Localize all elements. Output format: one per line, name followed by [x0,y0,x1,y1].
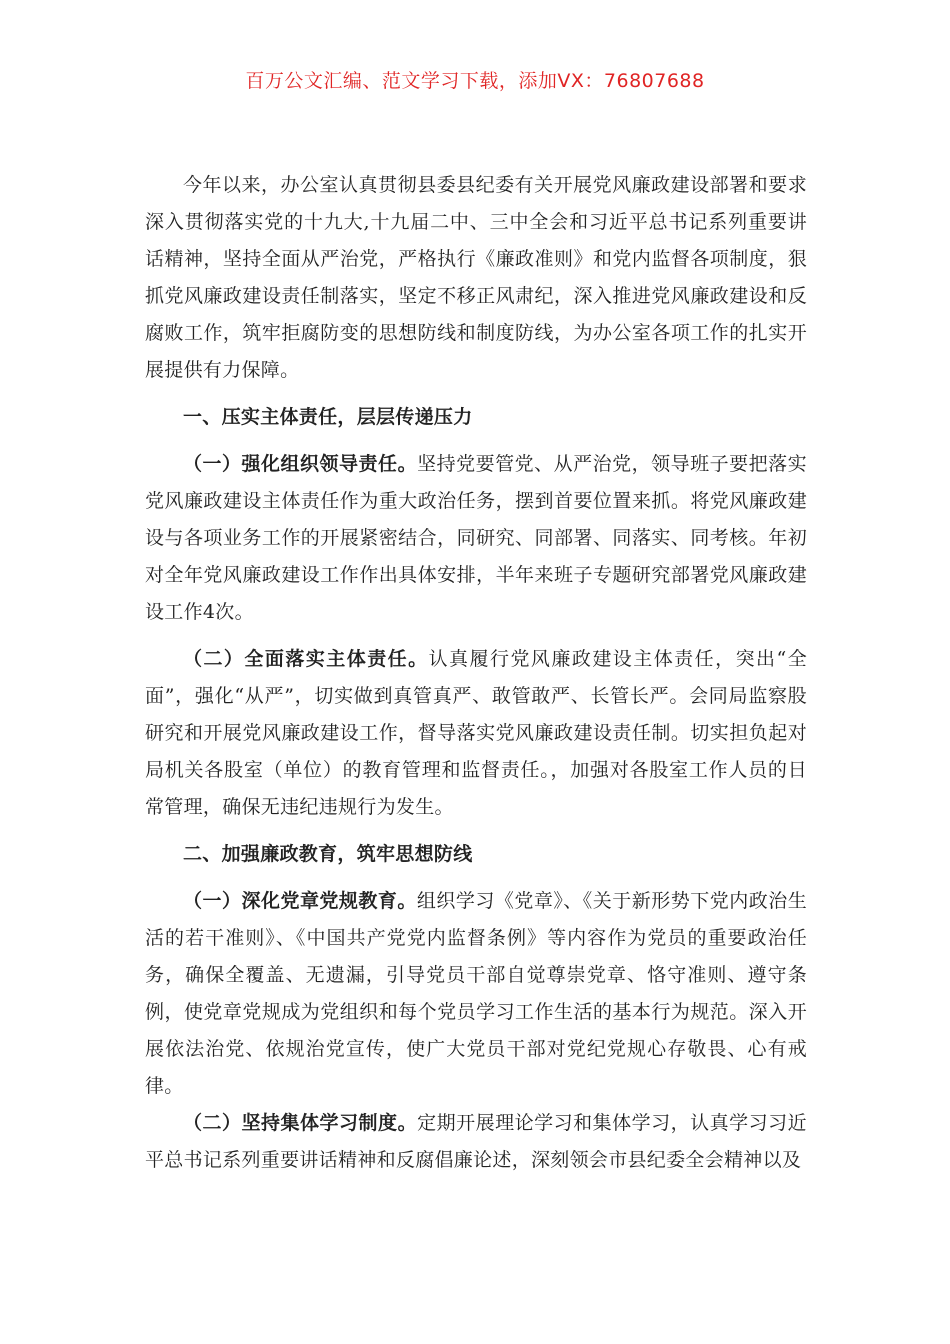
item-body: 坚持党要管党、从严治党，领导班子要把落实党风廉政建设主体责任作为重大政治任务，摆到首要位置来抓。将党风廉政建设与各项业务工作的开展紧密结合，同研究、同部署、同落实、同考核。年初对全年党风廉政建设工作作出具体安排，半年来班子专题研究部署党风廉政建设工作4次。 [145,453,807,623]
item-lead: （一）强化组织领导责任。 [183,453,418,475]
section-2-item-2 [145,1105,807,1179]
item-body: 定期开展理论学习和集体学习，认真学习习近平总书记系列重要讲话精神和反腐倡廉论述，深刻领会市县纪委全会精神以及 [145,1112,807,1171]
section-heading-1: 一、压实主体责任，层层传递压力 [183,406,473,428]
section-heading-2: 二、加强廉政教育，筑牢思想防线 [183,843,473,865]
section-1-item-2 [145,641,807,826]
intro-paragraph: 今年以来，办公室认真贯彻县委县纪委有关开展党风廉政建设部署和要求深入贯彻落实党的十九大,十九届二中、三中全会和习近平总书记系列重要讲话精神，坚持全面从严治党，严格执行《廉政准则》和党内监督各项制度，狠抓党风廉政建设责任制落实，坚定不移正风肃纪，深入推进党风廉政建设和反腐败工作，筑牢拒腐防变的思想防线和制度防线，为办公室各项工作的扎实开展提供有力保障。 [145,174,807,381]
item-body: 组织学习《党章》、《关于新形势下党内政治生活的若干准则》、《中国共产党党内监督条例》等内容作为党员的重要政治任务，确保全覆盖、无遗漏，引导党员干部自觉尊崇党章、恪守准则、遵守条例，使党章党规成为党组织和每个党员学习工作生活的基本行为规范。深入开展依法治党、依规治党宣传，使广大党员干部对党纪党规心存敬畏、心有戒律。 [145,890,807,1097]
section-1-item-1 [145,446,807,631]
item-lead: （二）全面落实主体责任。 [183,648,429,670]
item-lead: （二）坚持集体学习制度。 [183,1112,418,1134]
section-2-item-1 [145,883,807,1105]
promo-banner: 百万公文汇编、范文学习下载，添加VX：76807688 [245,70,705,92]
item-body: 认真履行党风廉政建设主体责任，突出“全面”，强化“从严”，切实做到真管真严、敢管敢严、长管长严。会同局监察股研究和开展党风廉政建设工作，督导落实党风廉政建设责任制。切实担负起对局机关各股室（单位）的教育管理和监督责任。，加强对各股室工作人员的日常管理，确保无违纪违规行为发生。 [145,648,807,818]
document-body [145,167,807,1179]
item-lead: （一）深化党章党规教育。 [183,890,417,912]
